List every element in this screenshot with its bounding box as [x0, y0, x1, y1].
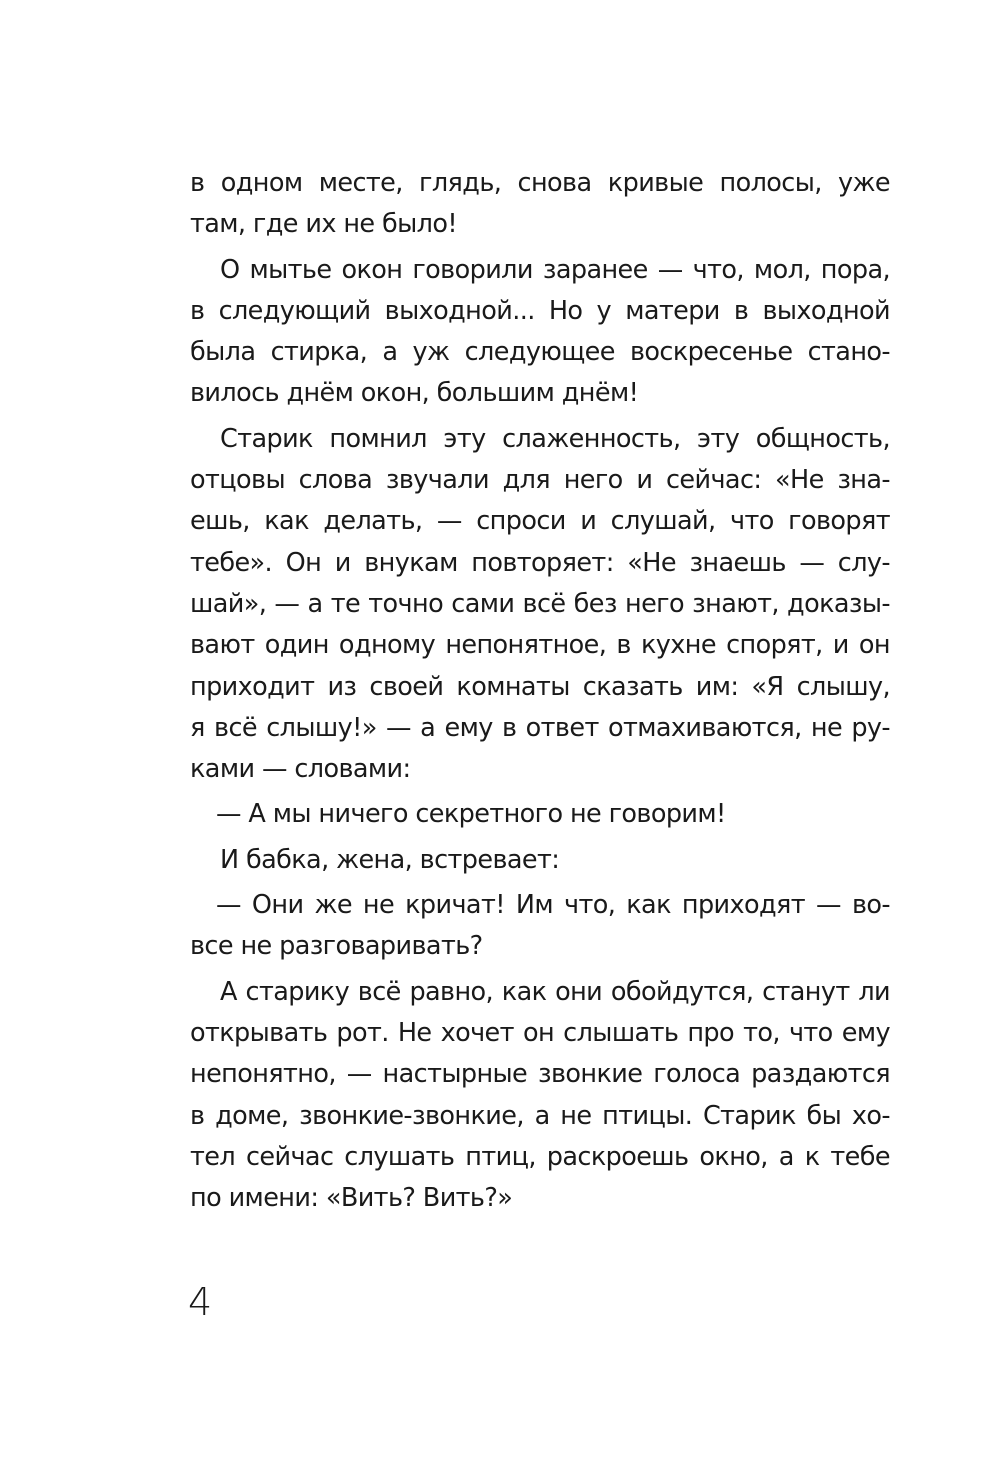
text-line: шай», — а те точно сами всё без него знают, доказы- [190, 588, 890, 619]
text-line: приходит из своей комнаты сказать им: «Я слышу, [190, 671, 890, 702]
text-line: тел сейчас слушать птиц, раскроешь окно, а к тебе [190, 1141, 890, 1172]
paragraph-first-line: А старику всё равно, как они обойдутся, станут ли [220, 976, 890, 1007]
body-text [190, 163, 890, 1219]
text-line: отцовы слова звучали для него и сейчас: «Не зна- [190, 465, 890, 496]
text-line: все не разговаривать? [190, 931, 483, 962]
text-line: в доме, звонкие-звонкие, а не птицы. Старик бы хо- [190, 1100, 890, 1131]
paragraph-first-line: О мытье окон говорили заранее — что, мол, пора, [220, 254, 890, 285]
text-line: там, где их не было! [190, 209, 457, 240]
text-line: открывать рот. Не хочет он слышать про то, что ему [190, 1017, 890, 1048]
text-line: непонятно, — настырные звонкие голоса раздаются [190, 1059, 890, 1090]
paragraph-first-line: И бабка, жена, встревает: [220, 844, 560, 875]
text-line: в одном месте, глядь, снова кривые полосы, уже [190, 168, 890, 198]
text-line: в следующий выходной... Но у матери в выходной [190, 295, 890, 326]
dialogue-line: — А мы ничего секретного не говорим! [216, 799, 726, 830]
text-line: ешь, как делать, — спроси и слушай, что говорят [190, 506, 890, 537]
text-line: была стирка, а уж следующее воскресенье стано- [190, 337, 890, 368]
paragraph-first-line: Старик помнил эту слаженность, эту общность, [220, 423, 890, 454]
text-line: вилось днём окон, большим днём! [190, 378, 639, 409]
page-number: 4 [188, 1280, 213, 1324]
text-line: я всё слышу!» — а ему в ответ отмахиваются, не ру- [190, 712, 890, 743]
text-line: вают один одному непонятное, в кухне спорят, и он [190, 630, 890, 661]
dialogue-line: — Они же не кричат! Им что, как приходят — во- [216, 890, 890, 921]
text-line: ками — словами: [190, 754, 411, 785]
text-line: тебе». Он и внукам повторяет: «Не знаешь — слу- [190, 547, 890, 578]
text-line: по имени: «Вить? Вить?» [190, 1183, 513, 1214]
